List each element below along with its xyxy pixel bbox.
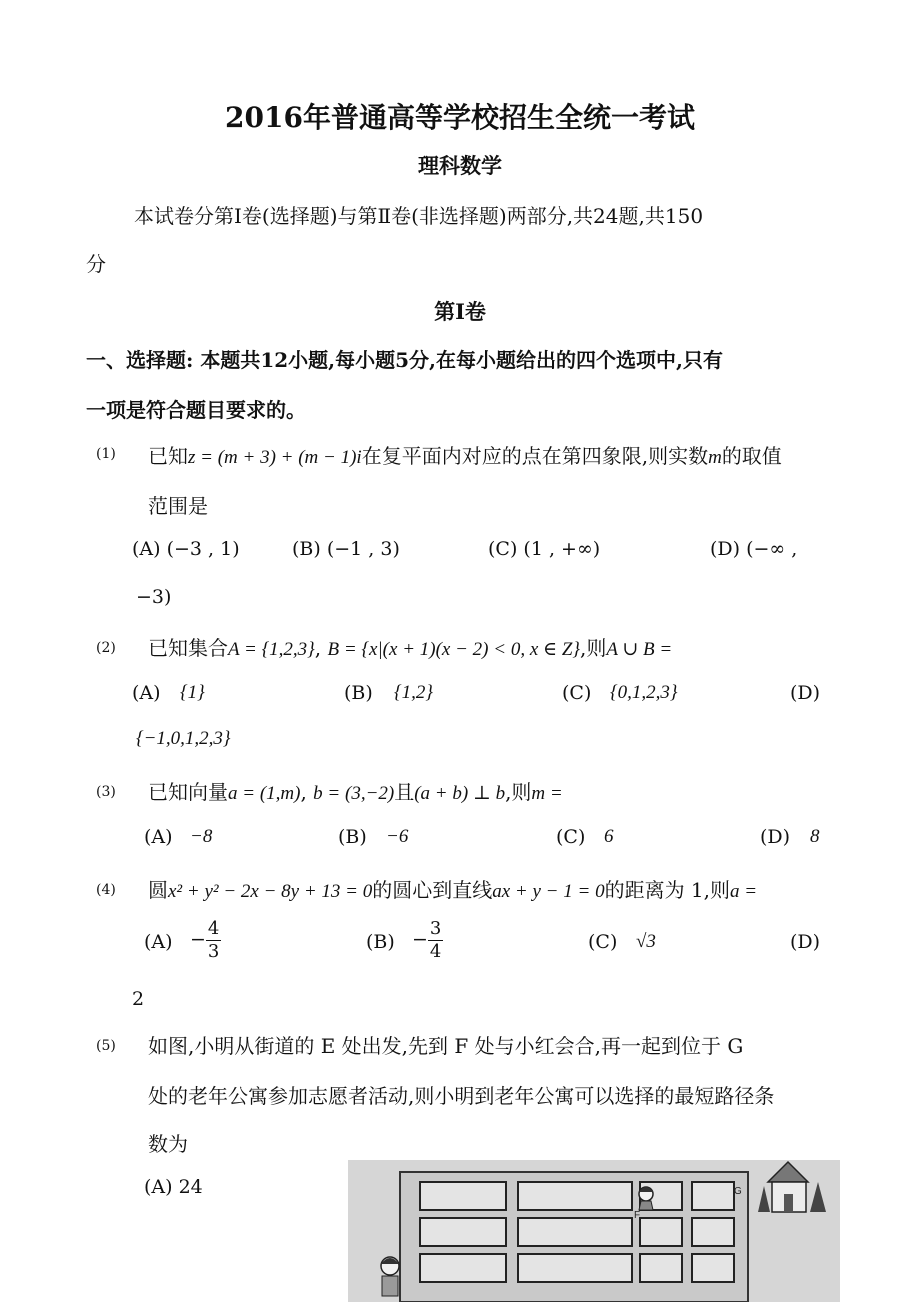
- q4-option-b-value: [412, 918, 443, 963]
- street-map-figure: [348, 1160, 840, 1302]
- question-number-5: (5): [96, 1038, 116, 1054]
- q3-formula-a: a = (1,m): [228, 783, 301, 804]
- q3-option-b-label: (B): [338, 826, 367, 848]
- q4-formula-c: a =: [730, 881, 758, 902]
- question-2-stem: 已知集合A = {1,2,3}, B = {x|(x + 1)(x − 2) < 0, x ∈ Z},则A ∪ B =: [148, 636, 673, 660]
- q3-formula-d: m =: [531, 783, 563, 804]
- q3-option-d-value: 8: [810, 826, 820, 847]
- q4-text-c: 的距离为 1,则: [604, 878, 731, 902]
- q4-a-denominator: 3: [207, 941, 220, 962]
- instructions-line-2: 一项是符合题目要求的。: [86, 398, 306, 422]
- q4-b-minus: −: [412, 928, 428, 951]
- boy-figure-icon: [381, 1257, 399, 1296]
- question-5-stem-line-3: 数为: [148, 1132, 188, 1156]
- question-number-2: (2): [96, 640, 116, 656]
- q1-option-b: (B) (−1 , 3): [292, 538, 400, 560]
- q2-option-c-value: {0,1,2,3}: [610, 682, 678, 703]
- q4-formula-b: ax + y − 1 = 0: [492, 881, 605, 902]
- q2-formula-b: B = {x|(x + 1)(x − 2) < 0, x ∈ Z}: [327, 639, 580, 660]
- page-title: 2016年普通高等学校招生全统一考试: [225, 101, 695, 134]
- q2-option-b-label: (B): [344, 682, 373, 704]
- question-3-stem: 已知向量a = (1,m), b = (3,−2)且(a + b) ⊥ b,则m =: [148, 780, 563, 804]
- q4-b-fraction: [428, 918, 443, 963]
- question-5-stem-line-2: 处的老年公寓参加志愿者活动,则小明到老年公寓可以选择的最短路径条: [148, 1084, 775, 1108]
- q4-text-b: 的圆心到直线: [372, 878, 493, 902]
- q1-option-d: (D) (−∞ ,: [710, 538, 798, 560]
- q2-option-c-label: (C): [562, 682, 592, 704]
- section-heading: 第Ⅰ卷: [434, 299, 486, 324]
- q4-option-b-label: (B): [366, 931, 395, 953]
- q3-option-a-label: (A): [144, 826, 173, 848]
- street-grid-drawing: [348, 1160, 840, 1302]
- q4-option-d-label: (D): [790, 931, 821, 953]
- q1-option-d-cont: −3): [136, 586, 172, 608]
- q4-b-denominator: 4: [429, 941, 442, 962]
- q3-text-a: 已知向量: [148, 780, 228, 804]
- q4-a-fraction: [206, 918, 221, 963]
- q3-option-d-label: (D): [760, 826, 791, 848]
- intro-line-2: 分: [86, 252, 106, 276]
- q3-formula-c: (a + b) ⊥ b: [414, 783, 506, 804]
- q3-option-b-value: −6: [386, 826, 409, 847]
- q4-option-c-label: (C): [588, 931, 618, 953]
- q4-a-numerator: 4: [207, 918, 220, 939]
- q4-a-minus: −: [190, 928, 206, 951]
- q2-option-d-value: {−1,0,1,2,3}: [136, 728, 231, 749]
- q2-option-d-label: (D): [790, 682, 821, 704]
- question-5-stem-line-1: 如图,小明从街道的 E 处出发,先到 F 处与小红会合,再一起到位于 G: [148, 1034, 744, 1058]
- q1-text-a: 已知: [148, 444, 188, 468]
- q2-option-a-label: (A): [132, 682, 161, 704]
- question-number-1: (1): [96, 446, 116, 462]
- intro-line-1: 本试卷分第Ⅰ卷(选择题)与第Ⅱ卷(非选择题)两部分,共24题,共150: [134, 204, 704, 228]
- q3-text-b: 且: [394, 780, 415, 804]
- q4-option-a-value: [190, 918, 221, 963]
- q4-option-c-value: √3: [636, 931, 656, 952]
- question-1-stem: [148, 440, 782, 469]
- question-number-3: (3): [96, 784, 116, 800]
- figure-label-g: G: [734, 1186, 742, 1197]
- q3-option-c-value: 6: [604, 826, 614, 847]
- q1-option-a: (A) (−3 , 1): [132, 538, 240, 560]
- q4-formula-a: x² + y² − 2x − 8y + 13 = 0: [168, 881, 373, 902]
- q1-var: m: [708, 447, 722, 468]
- q1-formula: z = (m + 3) + (m − 1)i: [188, 447, 362, 468]
- question-number-4: (4): [96, 882, 116, 898]
- q2-option-a-value: {1}: [180, 682, 205, 703]
- question-4-stem: [148, 874, 757, 903]
- figure-label-f: F: [634, 1210, 641, 1221]
- q2-formula-c: A ∪ B =: [606, 639, 673, 660]
- question-1-stem-line-2: 范围是: [148, 494, 208, 518]
- q2-formula-a: A = {1,2,3}: [228, 639, 315, 660]
- q3-option-c-label: (C): [556, 826, 586, 848]
- q3-option-a-value: −8: [190, 826, 213, 847]
- q5-option-a: (A) 24: [144, 1176, 203, 1198]
- q4-text-a: 圆: [148, 878, 168, 902]
- q1-text-b: 在复平面内对应的点在第四象限,则实数: [361, 444, 709, 468]
- q1-text-c: 的取值: [721, 444, 782, 468]
- q2-text-b: ,则: [579, 636, 607, 660]
- q3-formula-b: b = (3,−2): [313, 783, 395, 804]
- instructions-line-1: 一、选择题: 本题共12小题,每小题5分,在每小题给出的四个选项中,只有: [86, 348, 723, 372]
- q4-option-a-label: (A): [144, 931, 173, 953]
- q3-text-c: ,则: [505, 780, 532, 804]
- q2-text-a: 已知集合: [148, 636, 228, 660]
- page-subtitle: 理科数学: [418, 153, 502, 178]
- q1-option-c: (C) (1 , +∞): [488, 538, 601, 560]
- q2-option-b-value: {1,2}: [394, 682, 433, 703]
- girl-figure-icon: [639, 1187, 653, 1210]
- q4-option-d-value: 2: [132, 988, 145, 1010]
- q4-b-numerator: 3: [429, 918, 442, 939]
